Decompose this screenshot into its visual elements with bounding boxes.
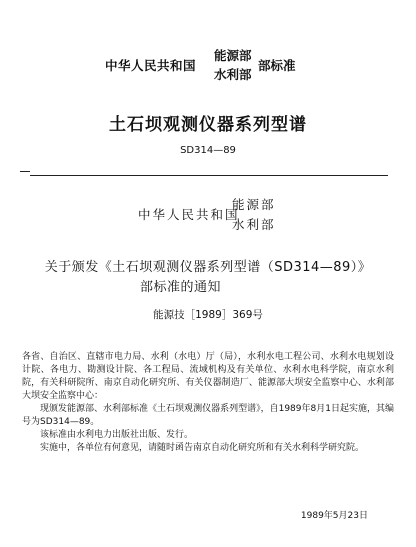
standard-issuer-country: 中华人民共和国 <box>105 58 197 73</box>
body-paragraph-publisher: 该标准由水利电力出版社出版、发行。 <box>40 430 194 440</box>
standard-issuer-ministry-water: 水利部 <box>214 67 252 82</box>
body-paragraph-issuance: 现颁发能源部、水利部标准《土石坝观测仪器系列型谱》，自1989年8月1日起实施，其编号为SD314—89。 <box>22 404 394 427</box>
notice-body <box>22 351 394 455</box>
separator-dash <box>20 171 30 172</box>
standard-code: SD314—89 <box>180 145 236 156</box>
body-paragraph-feedback: 实施中，各单位有何意见，请随时函告南京自动化研究所和有关水利科学研究院。 <box>40 443 365 453</box>
notice-issuer-ministry-energy: 能源部 <box>232 197 276 212</box>
standard-header <box>0 46 416 86</box>
notice-title-line-2: 部标准的通知 <box>140 280 222 295</box>
standard-issuer-ministry-energy: 能源部 <box>214 48 252 63</box>
notice-issuer-ministry-water: 水利部 <box>232 217 276 232</box>
notice-issuer-country: 中华人民共和国 <box>138 207 240 222</box>
notice-title-line-1: 关于颁发《土石坝观测仪器系列型谱（SD314—89）》 <box>44 260 372 275</box>
document-number: 能源技［1989］369号 <box>153 309 263 321</box>
separator-line <box>30 175 388 176</box>
notice-header <box>0 193 416 237</box>
issue-date: 1989年5月23日 <box>300 511 368 521</box>
body-paragraph-recipients: 各省、自治区、直辖市电力局、水利（水电）厅（局），水利水电工程公司、水利水电规划设计院、各电力、勘测设计院、各工程局、流域机构及有关单位、水利水电科学院，南京水利院，有关科研院所、南京自动化研究所、有关仪器制造厂、能源部大坝安全监察中心、水利部大坝安全监察中心： <box>22 352 394 401</box>
standard-type-label: 部标准 <box>258 58 296 73</box>
standard-title: 土石坝观测仪器系列型谱 <box>109 115 307 135</box>
